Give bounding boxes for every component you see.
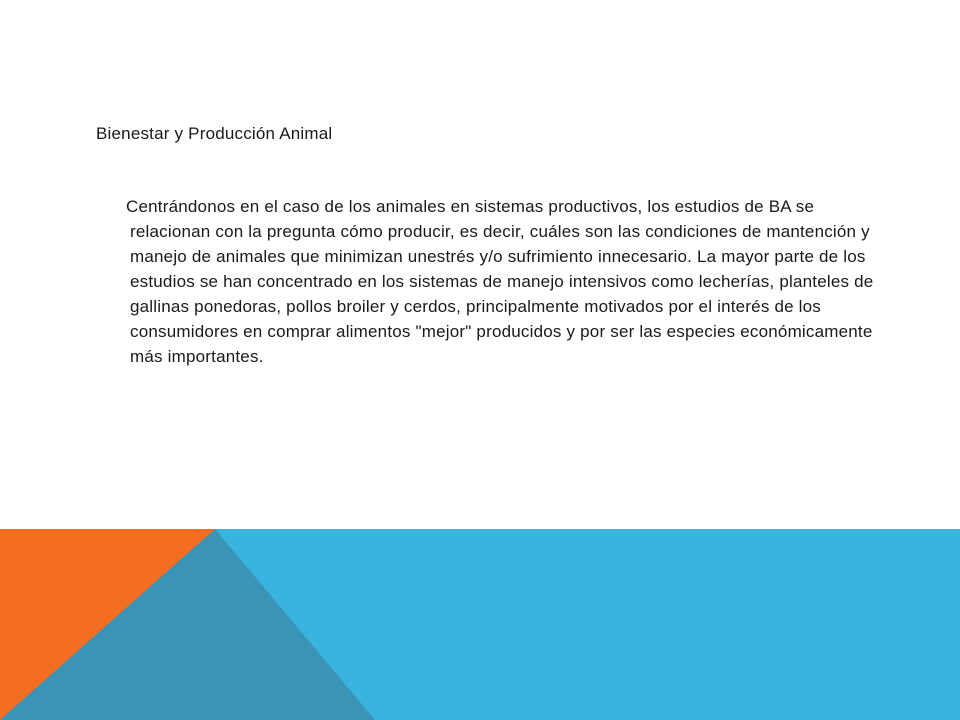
slide-body-text: Centrándonos en el caso de los animales en sistemas productivos, los estudios de BA se relacionan con la pregunta cómo producir, es decir, cuáles son las condiciones de mantención y manejo de animales que minimizan unestrés y/o sufrimiento innecesario. La mayor parte de los estudios se han concentrado en los sistemas de manejo intensivos como lecherías, planteles de gallinas ponedoras, pollos broiler y cerdos, principalmente motivados por el interés de los consumidores en comprar alimentos "mejor" producidos y por ser las especies económicamente más importantes. [126, 197, 874, 366]
decorative-footer-band [0, 529, 960, 720]
slide-title: Bienestar y Producción Animal [96, 124, 333, 143]
